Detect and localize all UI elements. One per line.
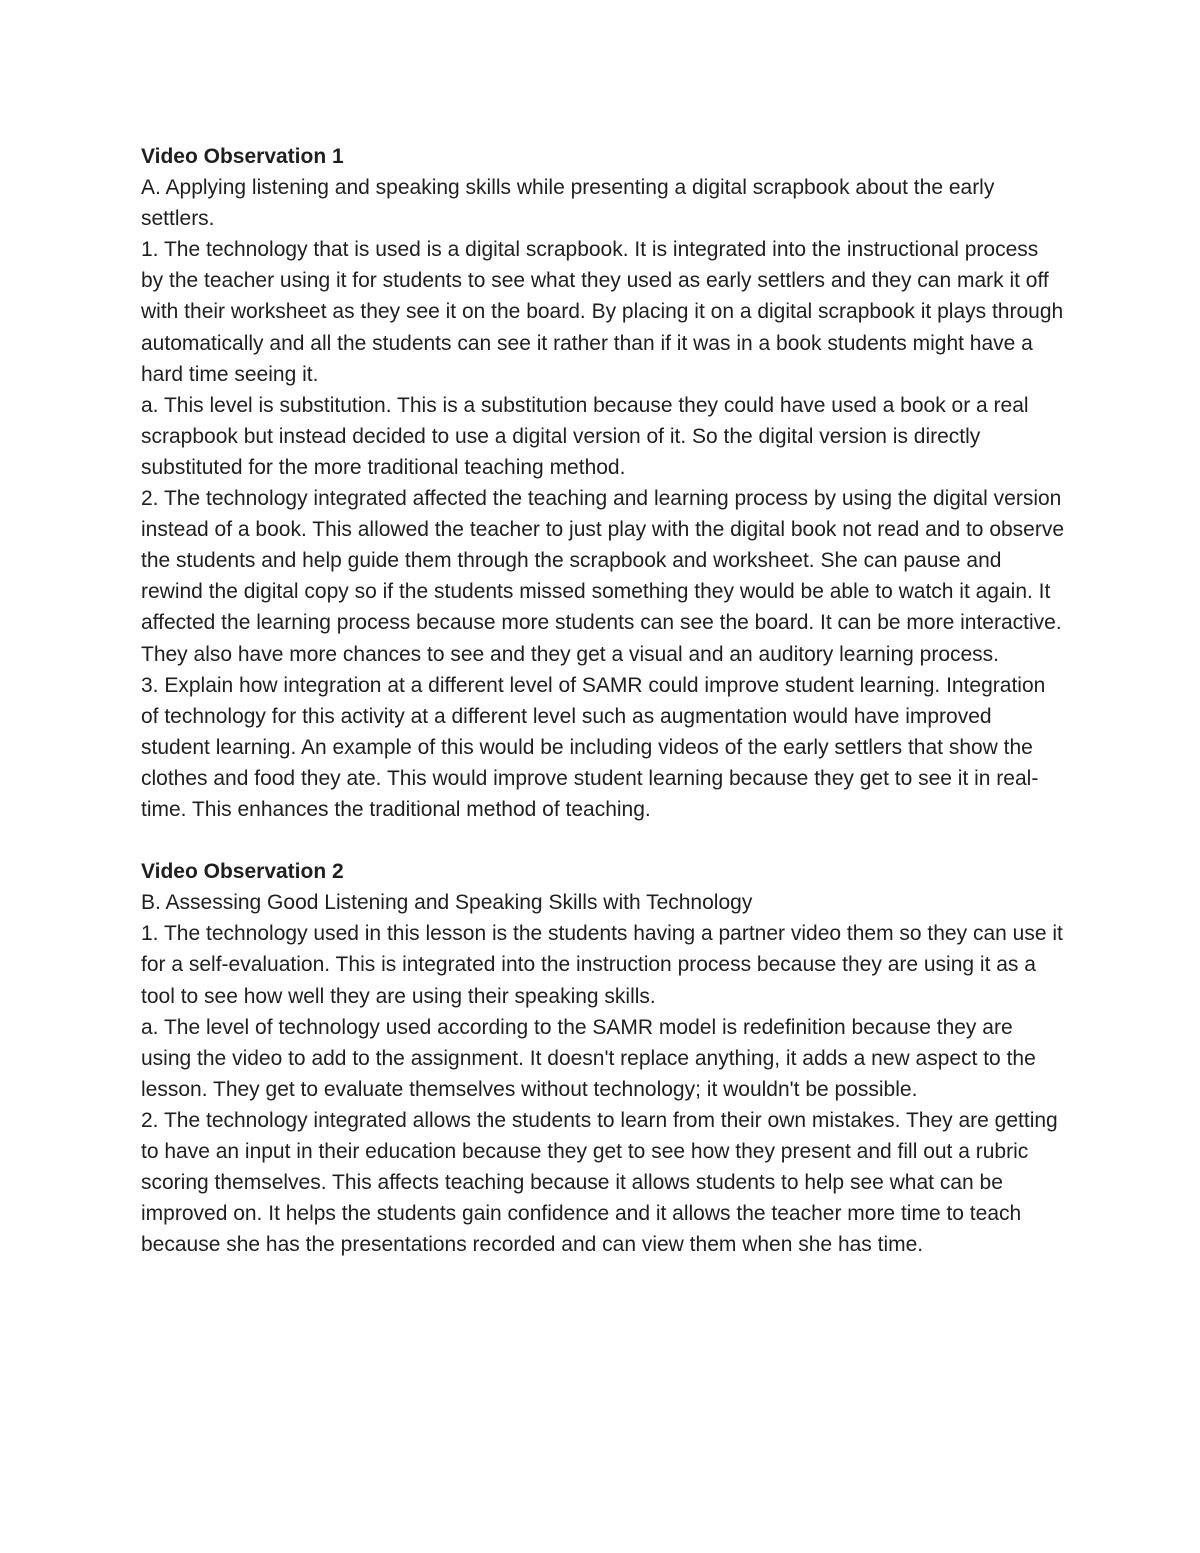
section-video-observation-1 [141, 141, 1066, 825]
section-spacer [141, 825, 1066, 856]
paragraph: A. Applying listening and speaking skills while presenting a digital scrapbook about the early settlers. [141, 176, 995, 231]
paragraph: 1. The technology that is used is a digital scrapbook. It is integrated into the instructional process by the teacher using it for students to see what they used as early settlers and they can mark it off with their worksheet as they see it on the board. By placing it on a digital scrapbook it plays through automatically and all the students can see it rather than if it was in a book students might have a hard time seeing it. [141, 238, 1064, 386]
paragraph: a. This level is substitution. This is a substitution because they could have used a book or a real scrapbook but instead decided to use a digital version of it. So the digital version is directly substituted for the more traditional teaching method. [141, 393, 1029, 479]
paragraph: 3. Explain how integration at a different level of SAMR could improve student learning. Integration of technology for this activity at a different level such as augmentation would have improved student learning. An example of this would be including videos of the early settlers that show the clothes and food they ate. This would improve student learning because they get to see it in real-time. This enhances the traditional method of teaching. [141, 673, 1046, 821]
document-page [141, 141, 1066, 1260]
paragraph: 2. The technology integrated affected the teaching and learning process by using the digital version instead of a book. This allowed the teacher to just play with the digital book not read and to observe the students and help guide them through the scrapbook and worksheet. She can pause and rewind the digital copy so if the students missed something they would be able to watch it again. It affected the learning process because more students can see the board. It can be more interactive. They also have more chances to see and they get a visual and an auditory learning process. [141, 487, 1065, 666]
paragraph: B. Assessing Good Listening and Speaking Skills with Technology [141, 891, 753, 915]
section-heading: Video Observation 1 [141, 145, 344, 168]
section-video-observation-2 [141, 856, 1066, 1260]
paragraph: 1. The technology used in this lesson is the students having a partner video them so they can use it for a self-evaluation. This is integrated into the instruction process because they are using it as a tool to see how well they are using their speaking skills. [141, 922, 1063, 1008]
paragraph: 2. The technology integrated allows the students to learn from their own mistakes. They are getting to have an input in their education because they get to see how they present and fill out a rubric scoring themselves. This affects teaching because it allows students to help see what can be improved on. It helps the students gain confidence and it allows the teacher more time to teach because she has the presentations recorded and can view them when she has time. [141, 1108, 1058, 1257]
paragraph: a. The level of technology used according to the SAMR model is redefinition because they are using the video to add to the assignment. It doesn't replace anything, it adds a new aspect to the lesson. They get to evaluate themselves without technology; it wouldn't be possible. [141, 1015, 1036, 1101]
section-heading: Video Observation 2 [141, 860, 344, 884]
